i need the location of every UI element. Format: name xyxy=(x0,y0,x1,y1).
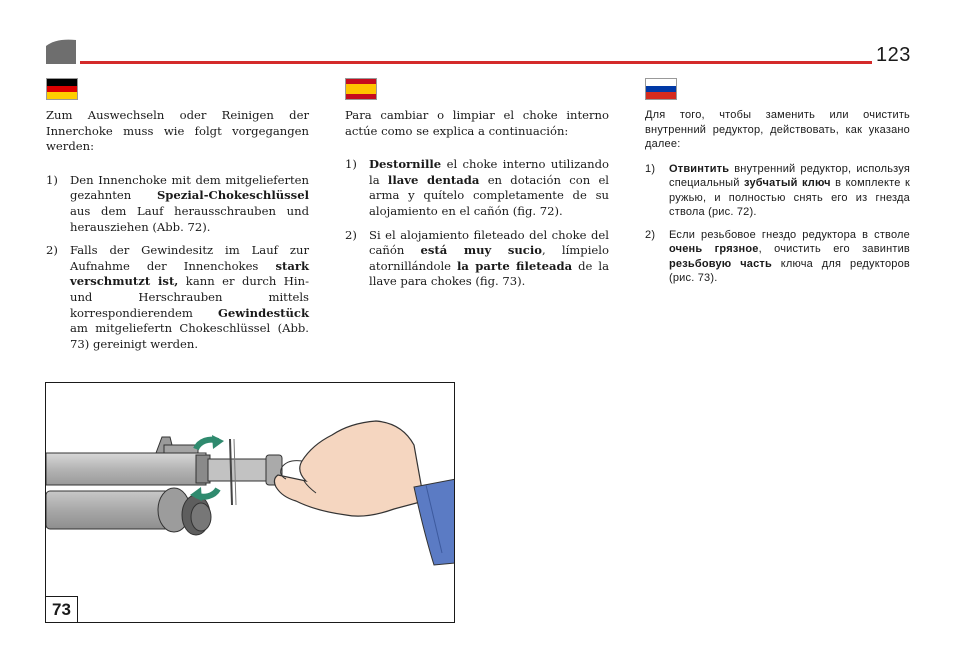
german-list xyxy=(46,173,309,353)
list-text: Отвинтить внутренний редуктор, используя специальный зубчатый ключ в комплекте к ружью, и полностью снять его из гнезда ствола (рис. 72). xyxy=(669,162,910,218)
russian-intro: Для того, чтобы заменить или очистить внутренний редуктор, действовать, как указано далее: xyxy=(645,109,910,150)
upper-barrel xyxy=(46,437,210,485)
hand xyxy=(274,421,424,516)
spanish-column xyxy=(345,108,609,298)
list-item xyxy=(645,228,910,286)
list-item xyxy=(345,157,609,219)
spanish-intro: Para cambiar o limpiar el choke interno actúe como se explica a continuación: xyxy=(345,108,609,138)
magazine-tube xyxy=(46,488,211,535)
list-text: Если резьбовое гнездо редуктора в стволе очень грязное, очистить его завинтив резьбовую часть ключа для редукторов (рис. 73). xyxy=(669,228,910,284)
list-number: 1) xyxy=(345,157,357,172)
list-item xyxy=(46,173,309,235)
choke-wrench-illustration xyxy=(46,383,455,623)
list-number: 2) xyxy=(345,227,357,242)
list-text: Si el alojamiento fileteado del choke del cañón está muy sucio, límpielo atornillándole la parte fileteada de la llave para chokes (fig. 73). xyxy=(369,227,609,289)
german-flag-icon xyxy=(46,78,78,100)
page-number: 123 xyxy=(876,44,911,66)
figure-label: 73 xyxy=(46,596,78,622)
choke-wrench xyxy=(208,439,282,505)
list-item xyxy=(345,228,609,290)
corner-tab-graphic xyxy=(46,38,76,64)
list-number: 2) xyxy=(46,243,58,258)
spanish-list xyxy=(345,157,609,290)
russian-list xyxy=(645,162,910,286)
list-item xyxy=(46,243,309,352)
header-rule xyxy=(80,61,872,64)
list-number: 1) xyxy=(46,172,58,187)
russian-column xyxy=(645,108,910,294)
list-text: Falls der Gewindesitz im Lauf zur Aufnahme der Innenchokes stark verschmutzt ist, kann er durch Hin- und Herschrauben mittels korrespondierendem Gewindestück am mitgeliefertn Chokeschlüssel (Abb. 73) gereinigt werden. xyxy=(70,243,310,351)
list-number: 2) xyxy=(645,228,656,241)
list-text: Destornille el choke interno utilizando la llave dentada en dotación con el arma y quítelo completamente de su alojamiento en el cañón (fig. 72). xyxy=(369,157,610,218)
list-number: 1) xyxy=(645,162,656,175)
list-text: Den Innenchoke mit dem mitgelieferten gezahnten Spezial-Chokeschlüssel aus dem Lauf herausschrauben und herausziehen (Abb. 72). xyxy=(70,172,309,234)
german-intro: Zum Auswechseln oder Reinigen der Innerchoke muss wie folgt vorgegangen werden: xyxy=(46,108,309,154)
list-item xyxy=(645,162,910,220)
figure-73 xyxy=(45,382,455,623)
spanish-flag-icon xyxy=(345,78,377,100)
russian-flag-icon xyxy=(645,78,677,100)
german-column xyxy=(46,108,309,360)
